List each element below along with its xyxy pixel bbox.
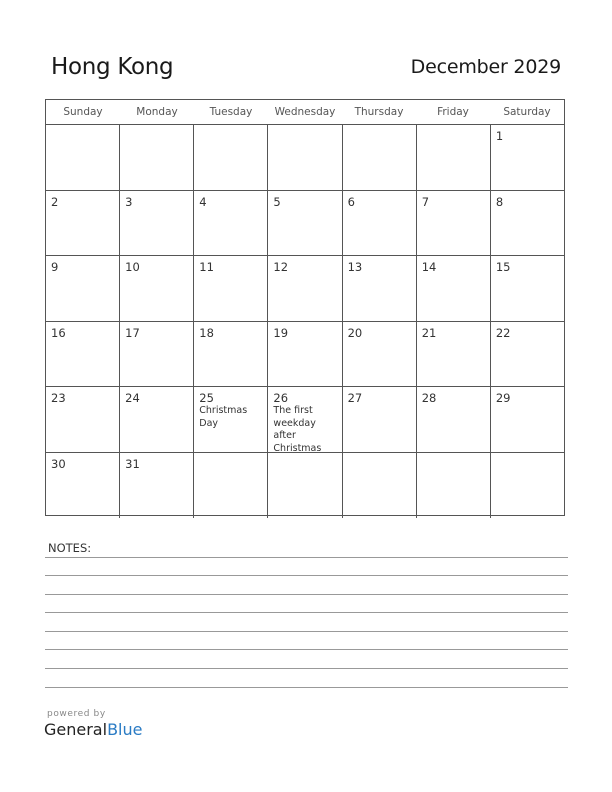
day-cell-27[interactable] <box>343 387 417 452</box>
day-number: 16 <box>51 325 66 340</box>
day-number: 12 <box>273 260 289 274</box>
day-number: 28 <box>421 391 437 405</box>
day-cell-29[interactable] <box>491 387 564 452</box>
day-cell-28[interactable] <box>417 387 491 452</box>
day-cell-13[interactable] <box>343 256 417 321</box>
day-cell-19[interactable] <box>268 322 342 387</box>
day-cell-empty[interactable] <box>46 125 120 190</box>
day-cell-4[interactable] <box>194 191 268 256</box>
day-cell-7[interactable] <box>417 191 491 256</box>
day-cell-26[interactable] <box>268 387 342 452</box>
day-number: 17 <box>125 325 140 340</box>
powered-by-text: powered by <box>47 709 106 719</box>
brand-blue-text: Blue <box>107 720 143 739</box>
day-cell-empty[interactable] <box>417 125 491 190</box>
day-number: 3 <box>125 194 133 209</box>
holiday-label: The first weekday after Christmas <box>273 405 322 452</box>
dow-friday: Friday <box>437 106 469 118</box>
calendar-week <box>46 387 564 453</box>
day-cell-16[interactable] <box>46 322 120 387</box>
calendar-week <box>46 453 564 519</box>
note-line <box>45 649 568 650</box>
day-cell-empty[interactable] <box>417 453 491 519</box>
day-number: 18 <box>199 325 214 340</box>
holiday-label: Christmas Day <box>199 405 248 429</box>
day-cell-empty[interactable] <box>194 125 268 190</box>
day-number: 11 <box>199 260 214 274</box>
day-number: 21 <box>421 325 437 340</box>
day-cell-17[interactable] <box>120 322 194 387</box>
day-number: 9 <box>51 260 59 274</box>
day-number: 5 <box>273 194 281 209</box>
dow-tuesday: Tuesday <box>209 106 253 118</box>
day-cell-1[interactable] <box>491 125 564 190</box>
day-cell-30[interactable] <box>46 453 120 519</box>
day-number: 29 <box>495 391 511 405</box>
day-cell-empty[interactable] <box>268 453 342 519</box>
note-line <box>45 668 568 669</box>
day-cell-12[interactable] <box>268 256 342 321</box>
day-number: 27 <box>347 391 363 405</box>
day-cell-empty[interactable] <box>343 125 417 190</box>
day-number: 4 <box>199 194 207 209</box>
day-cell-empty[interactable] <box>194 453 268 519</box>
day-number: 14 <box>421 260 437 274</box>
day-cell-22[interactable] <box>491 322 564 387</box>
brand-footer <box>44 709 142 739</box>
day-number: 26 <box>273 391 289 405</box>
day-cell-5[interactable] <box>268 191 342 256</box>
brand-general-text: General <box>44 720 108 739</box>
day-cell-11[interactable] <box>194 256 268 321</box>
days-of-week-header <box>46 100 564 125</box>
day-cell-empty[interactable] <box>491 453 564 519</box>
day-number: 2 <box>51 194 59 209</box>
day-cell-9[interactable] <box>46 256 120 321</box>
day-cell-empty[interactable] <box>120 125 194 190</box>
day-cell-empty[interactable] <box>268 125 342 190</box>
day-number: 8 <box>495 194 504 209</box>
day-cell-21[interactable] <box>417 322 491 387</box>
day-cell-14[interactable] <box>417 256 491 321</box>
day-number: 10 <box>125 260 140 274</box>
dow-wednesday: Wednesday <box>274 106 336 118</box>
day-number: 30 <box>51 456 66 471</box>
day-number: 6 <box>347 194 355 209</box>
day-cell-18[interactable] <box>194 322 268 387</box>
day-cell-25[interactable] <box>194 387 268 452</box>
day-cell-8[interactable] <box>491 191 564 256</box>
dow-sunday: Sunday <box>63 106 103 118</box>
dow-thursday: Thursday <box>354 106 404 118</box>
region-title: Hong Kong <box>51 54 174 80</box>
notes-label: NOTES: <box>48 541 92 555</box>
note-line <box>45 631 568 632</box>
day-cell-10[interactable] <box>120 256 194 321</box>
day-cell-24[interactable] <box>120 387 194 452</box>
day-cell-3[interactable] <box>120 191 194 256</box>
day-cell-empty[interactable] <box>343 453 417 519</box>
day-cell-20[interactable] <box>343 322 417 387</box>
day-cell-2[interactable] <box>46 191 120 256</box>
day-number: 24 <box>125 391 140 405</box>
month-title: December 2029 <box>410 56 561 78</box>
day-cell-31[interactable] <box>120 453 194 519</box>
day-number: 13 <box>347 260 363 274</box>
day-cell-15[interactable] <box>491 256 564 321</box>
note-line <box>45 557 568 558</box>
note-line <box>45 594 568 595</box>
day-number: 15 <box>495 260 511 274</box>
note-line <box>45 612 568 613</box>
dow-saturday: Saturday <box>503 106 551 118</box>
day-number: 22 <box>495 325 511 340</box>
day-cell-23[interactable] <box>46 387 120 452</box>
day-number: 31 <box>125 456 140 471</box>
day-number: 20 <box>347 325 363 340</box>
calendar-week <box>46 322 564 388</box>
day-number: 19 <box>273 325 289 340</box>
calendar-week <box>46 256 564 322</box>
calendar-weeks <box>46 125 564 518</box>
calendar-week <box>46 191 564 257</box>
note-line <box>45 687 568 688</box>
day-number: 23 <box>51 391 66 405</box>
day-number: 25 <box>199 391 214 405</box>
brand-logo[interactable] <box>44 720 142 739</box>
dow-monday: Monday <box>136 106 178 118</box>
day-number: 1 <box>495 129 504 143</box>
day-number: 7 <box>421 194 430 209</box>
calendar-week <box>46 125 564 191</box>
calendar-grid <box>45 99 565 516</box>
note-line <box>45 575 568 576</box>
day-cell-6[interactable] <box>343 191 417 256</box>
